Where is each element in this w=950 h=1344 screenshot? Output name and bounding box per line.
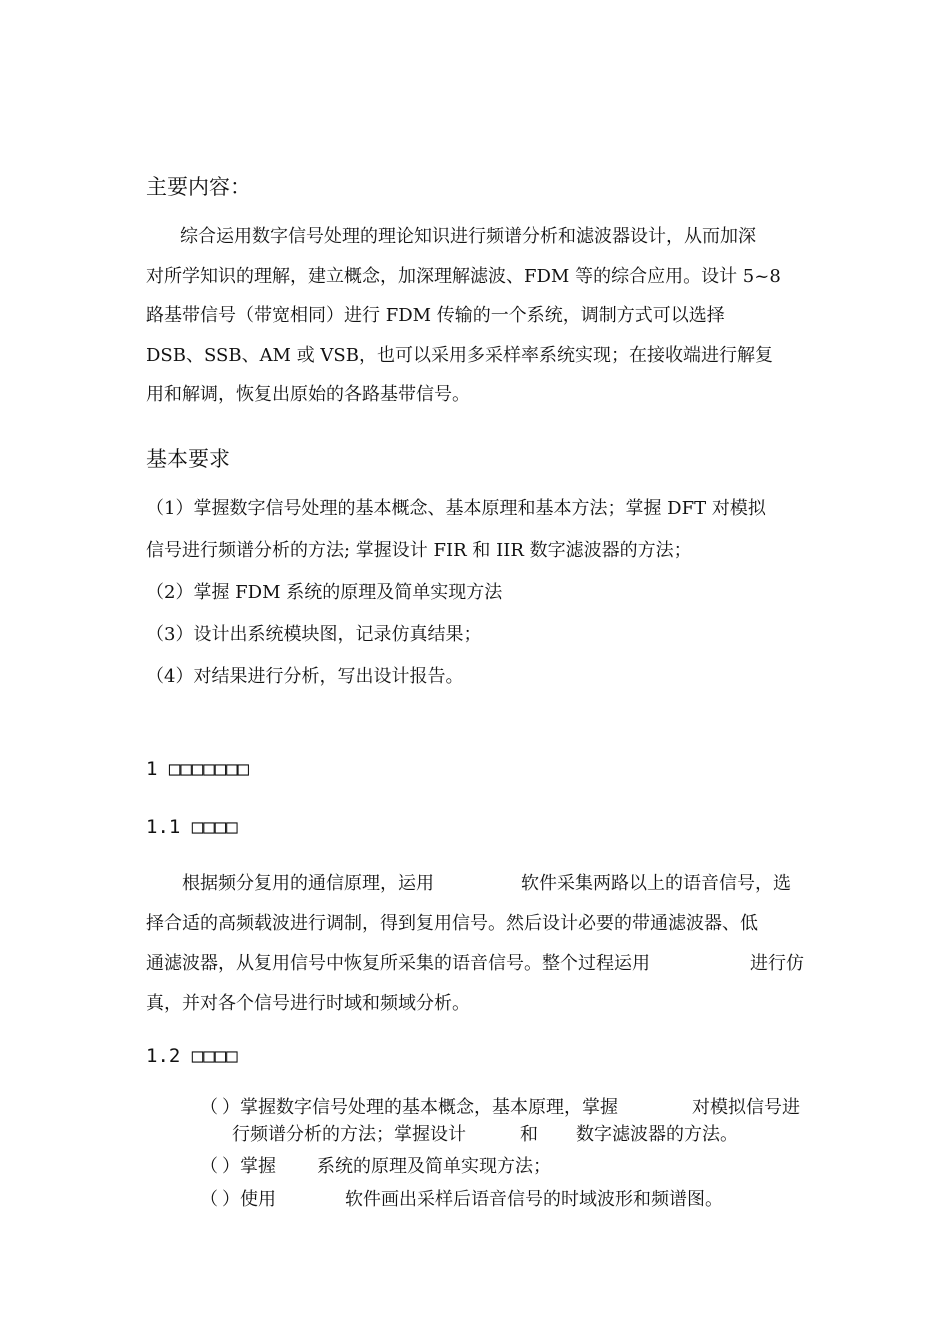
requirement-line: （4）对结果进行分析，写出设计报告。 bbox=[146, 666, 464, 687]
paren-close: ） bbox=[222, 1189, 240, 1210]
paren-open: （ bbox=[200, 1156, 218, 1177]
section-1-1-text: 软件采集两路以上的语音信号，选 bbox=[521, 873, 791, 894]
paren-close: ） bbox=[222, 1156, 240, 1177]
section-1-heading: 1 □□□□□□□ bbox=[146, 758, 249, 780]
basic-requirements-list bbox=[146, 488, 808, 698]
main-content-line: 综合运用数字信号处理的理论知识进行频谱分析和滤波器设计，从而加深 bbox=[180, 226, 756, 247]
section-1-1-text: 根据频分复用的通信原理，运用 bbox=[182, 873, 434, 894]
main-content-line: 对所学知识的理解，建立概念，加深理解滤波、FDM 等的综合应用。设计 5~8 bbox=[146, 265, 781, 287]
requirement-line: （1）掌握数字信号处理的基本概念、基本原理和基本方法；掌握 DFT 对模拟 bbox=[146, 498, 766, 519]
requirement-line: 信号进行频谱分析的方法; 掌握设计 FIR 和 IIR 数字滤波器的方法； bbox=[146, 540, 692, 561]
section-1-1-line bbox=[182, 864, 822, 904]
objective-text: 和 bbox=[520, 1124, 538, 1145]
section-1-1-heading: 1.1 □□□□ bbox=[146, 816, 238, 838]
section-1-1-line bbox=[146, 904, 786, 944]
main-content-line: 用和解调，恢复出原始的各路基带信号。 bbox=[146, 384, 470, 405]
section-1-1-text: 通滤波器，从复用信号中恢复所采集的语音信号。整个过程运用 bbox=[146, 953, 650, 974]
main-content-paragraph bbox=[146, 217, 806, 415]
objective-text: 数字滤波器的方法。 bbox=[576, 1124, 738, 1145]
section-1-1-text: 进行仿 bbox=[750, 953, 804, 974]
requirement-line: （2）掌握 FDM 系统的原理及简单实现方法 bbox=[146, 582, 503, 603]
section-1-1-paragraph bbox=[146, 864, 862, 1024]
section-1-1-line bbox=[146, 944, 826, 984]
requirement-line: （3）设计出系统模块图，记录仿真结果； bbox=[146, 624, 482, 645]
main-content-line: DSB、SSB、AM 或 VSB，也可以采用多采样率系统实现；在接收端进行解复 bbox=[146, 344, 773, 366]
section-1-2-heading: 1.2 □□□□ bbox=[146, 1045, 238, 1067]
objective-text: 软件画出采样后语音信号的时域波形和频谱图。 bbox=[345, 1189, 723, 1210]
objective-text: 对模拟信号进 bbox=[692, 1097, 800, 1118]
paren-open: （ bbox=[200, 1189, 218, 1210]
section-1-1-line bbox=[146, 984, 786, 1024]
paren-open: （ bbox=[200, 1097, 218, 1118]
objective-text: 掌握数字信号处理的基本概念，基本原理，掌握 bbox=[240, 1097, 618, 1118]
basic-requirements-title: 基本要求 bbox=[146, 447, 230, 471]
main-content-title: 主要内容： bbox=[146, 175, 251, 199]
objective-text: 行频谱分析的方法；掌握设计 bbox=[232, 1124, 466, 1145]
objective-text: 系统的原理及简单实现方法； bbox=[317, 1156, 551, 1177]
objective-text: 掌握 bbox=[240, 1156, 276, 1177]
section-1-1-text: 择合适的高频载波进行调制，得到复用信号。然后设计必要的带通滤波器、低 bbox=[146, 913, 758, 934]
main-content-line: 路基带信号（带宽相同）进行 FDM 传输的一个系统，调制方式可以选择 bbox=[146, 305, 725, 326]
paren-close: ） bbox=[222, 1097, 240, 1118]
section-1-1-text: 真，并对各个信号进行时域和频域分析。 bbox=[146, 993, 470, 1014]
objective-text: 使用 bbox=[240, 1189, 276, 1210]
